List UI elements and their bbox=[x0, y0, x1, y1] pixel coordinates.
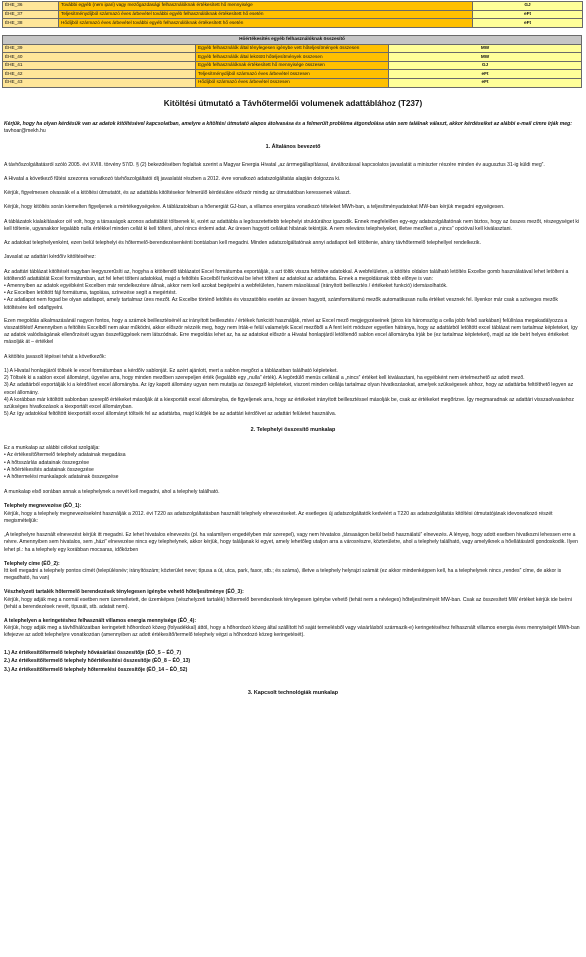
paragraph: Kérjük, hogy adják meg a normál esetben nem üzemeltetett, de üzemképes (vészhelyzeti tartalék) hőtermelő berendezések ténylegesen igénybe vehető (tehát nem a névleges) hőteljesítményét MW-ban. Csak az összesített MW értéket kérjük ide beírni (tehát a berendezések nevét, típusát, stb. adatait nem). bbox=[4, 596, 572, 610]
section-heading-2: 2. Telephelyi összesítő munkalap bbox=[250, 427, 336, 434]
paragraph: Az adattári táblázat kitöltését nagyban leegyszerűsíti az, hogyha a kitöltendő táblázatot Excel formátumba exportálják, s azt töltik vissza feltöltve adatokkal. A webfelületen, a kitöltés oldalon található letöltés Excelbe gomb használatával lehet letölteni a kitöltendő adattáblát Excel formátumban, azt fel lehet tölteni adatokkal, majd a feltöltés Excelből funkcióval be lehet tölteni az adatokat az adattárba. Ennek a megoldásnak több előnye is van: bbox=[4, 268, 569, 282]
code-cell: ÉHE_42 bbox=[3, 70, 196, 79]
field-heading: Telephely címe (ÉÖ_2): bbox=[4, 560, 60, 567]
unit-cell: MW bbox=[389, 53, 582, 62]
table-row bbox=[3, 53, 582, 62]
paragraph: A Hivatal a következő fűtési szezonra vonatkozó távhőszolgáltatói díj javaslatát részben a 2012. évre vonatkozó adatszolgáltatás alapján dolgozza ki. bbox=[4, 175, 341, 182]
paragraph: Kérjük, hogy adják meg a távhőhálózatban keringetett hőhordozó közeg (folyadékkal) áttól, hogy a hőhordozó közeg által szállított hő saját termelésből vagy vásárlásból származik-e) keringetéséhez felhasznált villamos energia éves mennyiségét MWh-ban kifejezve az adott telephelyre vonatkozóan (amennyiben az adott értékesítő/termelő telephely végzi a hőhordozó közeg keringetését). bbox=[4, 625, 580, 639]
table-row bbox=[3, 10, 583, 19]
section-heading-3: 3. Kapcsolt technológiák munkalap bbox=[247, 690, 339, 697]
field-heading: A telephelyen a keringetéshez felhasznált villamos energia mennyisége (ÉÖ_4): bbox=[4, 618, 197, 625]
list-item: • A hőértékesítés adatainak összegzése bbox=[4, 467, 582, 474]
table-row bbox=[3, 19, 583, 28]
unit-cell: GJ bbox=[389, 61, 582, 70]
field-heading: Vészhelyzeti tartalék hőtermelő berendezések ténylegesen igénybe vehető hőteljesítménye (ÉÖ_3): bbox=[4, 589, 244, 596]
list-item: • Az adatlapot nem fogad be olyan adatlapot, amely tartalmaz üres mezőt. Az Excelbe történő letöltés és visszatöltés esetén az üresen hagyott, számformátumú mezők automatikusan nulla értéket vesznek fel. Ilyenkor már csak a szöveges mezők kitöltésére kell odafigyelni. bbox=[4, 297, 582, 311]
paragraph: Kérjük, figyelmesen olvassák el a kitöltési útmutatót, és az adattábla kitöltésekor felmerülő kérdésükre először mindig az útmutatóban keressenek választ. bbox=[4, 190, 351, 197]
list-item: 1.) Az értékesítő/termelő telephely hővásárlási összesítője (ÉÖ_5 – ÉÖ_7) bbox=[4, 649, 182, 656]
step-item: 3) Az adattárból exportálják ki a kérdőívet excel állományba. Az így kapott állomány ugyan nem mutatja az összegző képleteket, viszont minden cellája tartalmaz olyan hivatkozásokat, amelyek szükségesek ahhoz, hogy az adattárba feltölthető legyen az excel állomány. bbox=[4, 382, 574, 396]
summary-header-row bbox=[3, 36, 582, 45]
paragraph: A táblázatok kialakításakor cél volt, hogy a társaságok azonos adattáblát töltsenek ki, ezért az adattábla a legösszetettebb telephelyi struktúrához igazodik. Ennek megfelelően egy-egy adatszolgáltatónak nem biztos, hogy az összes mezőt, részegységet ki kell töltenie, ugyanakkor legalább nulla értékkel minden cellát ki kell tölteni, ahol nincs érdemi adat. Az üresen hagyott cellákat hibának tekintjük. A nem releváns telephelyeket, illetve mezőket a „nincs” opcióval kell kiválasztani. bbox=[4, 218, 580, 232]
contact-email-link[interactable]: tavhoar@mekh.hu bbox=[4, 127, 46, 134]
description-cell: Teljesítménydíjból származó éves árbevétel összesen bbox=[196, 70, 389, 79]
summary-header: Hőértékesítés egyéb felhasználóknak összesítő bbox=[3, 36, 582, 45]
paragraph: A kitöltés javasolt lépései tehát a következők: bbox=[4, 353, 106, 360]
paragraph: „A telephelyre használt elnevezést kérjük itt megadni. Ez lehet hivatalos elnevezés (pl. ha valamilyen engedélyben már szerepel), vagy nem hivatalos „társaságon belül belső használatú” elnevezés. A lényeg, hogy adott esetben hivatkozni lehessen erre a névre. Amennyiben sem hivatalos, sem „házi” elnevezése nincs egy telephelynek, akkor kérjük, hogy találjanak ki egyet, amely lehetőleg utaljon arra a városrészre, közterületre, ahol a telephely található, vagy amelyiknek a hőellátásáról gondoskodik. Ilyen lehet pl.: ha a telephely egy korábban mocsaras, időközben bbox=[4, 532, 578, 553]
paragraph: A távhőszolgáltatásról szóló 2005. évi XVIII. törvény 57/D. § (2) bekezdésében foglaltak szerint a Magyar Energia Hivatal „az árrmegállapítással, árváltozással kapcsolatos javaslatát a miniszter részére minden év augusztus 31-ig küldi meg”. bbox=[4, 161, 545, 168]
description-cell: További egyéb (nem ipari) vagy mezőgazdasági felhasználóknak értékesített hő mennyisége bbox=[59, 2, 473, 11]
step-item: 1) A Hivatal honlapjáról töltsék le excel formátumban a kérdőív sablonját. Ez azért ajánlott, mert a sablon megőrzi a táblázatban található képleteket. bbox=[4, 367, 338, 374]
code-cell: ÉHE_39 bbox=[3, 44, 196, 53]
unit-cell: GJ bbox=[473, 2, 583, 11]
paragraph: Kérjük, hogy kitöltés során kiemelten figyeljenek a mértékegységekre. A táblázatokban a hőenergiát GJ-ban, a villamos energiára vonatkozó tételeket MWh-ban, a teljesítményadatokat MW-ban kérjük megadni egységesen. bbox=[4, 204, 505, 211]
code-cell: ÉHE_37 bbox=[3, 10, 59, 19]
paragraph: Itt kell megadni a telephely pontos címét (településnév; irányítószám; közterület neve; típusa a út, utca, park, fasor, stb.; és száma), illetve a telephely helyrajzi számát (ez akkor mindenképpen kell, ha a telephelynek nincs „rendes” címe, de akkor is megadható, ha van) bbox=[4, 567, 562, 582]
section-heading-1: 1. Általános bevezető bbox=[265, 144, 321, 151]
list-item: 3.) Az értékesítő/termelő telephely hőtermelési összesítője (ÉÖ_14 – ÉÖ_52) bbox=[4, 667, 188, 674]
guide-content bbox=[4, 98, 582, 708]
description-cell: Hődíjból származó éves árbevétel további egyéb felhasználóknak értékesített hő esetén bbox=[59, 19, 473, 28]
table-row bbox=[3, 78, 582, 87]
description-cell: Egyéb felhasználók által ténylegesen igénybe vett hőteljesítmények összesen bbox=[196, 44, 389, 53]
list-item: • Az értékesítő/termelő telephely adatainak megadása bbox=[4, 452, 582, 459]
description-cell: Egyéb felhasználók által lekötött hőteljesítmények összesen bbox=[196, 53, 389, 62]
description-cell: Teljesítménydíjból származó éves árbevétel további egyéb felhasználóknak értékesített hő esetén bbox=[59, 10, 473, 19]
paragraph: Ez a munkalap az alábbi célokat szolgálja: bbox=[4, 445, 100, 452]
table-row bbox=[3, 70, 582, 79]
heat-sales-table-top bbox=[2, 1, 583, 28]
description-cell: Hődíjból származó éves árbevétel összesen bbox=[196, 78, 389, 87]
unit-cell: eFt bbox=[389, 70, 582, 79]
list-item: • Amennyiben az adatok egyébként Excelben már rendelkezésre állnak, akkor nem kell azokat begépelni a webfelületen, hanem másolással (irányított beillesztés / értékeket funkció) idemásolhatók. bbox=[4, 283, 582, 290]
code-cell: ÉHE_40 bbox=[3, 53, 196, 62]
list-item: • Az Excelben letöltött fájl formátuma, tagolása, színezése segít a megértést. bbox=[4, 290, 582, 297]
worksheet-purpose-list bbox=[4, 452, 582, 481]
list-item: 2.) Az értékesítő/termelő telephely hőértékesítési összesítője (ÉÖ_8 – ÉÖ_13) bbox=[4, 658, 191, 665]
list-item: • A hőtsszárlás adatainak összegzése bbox=[4, 460, 582, 467]
unit-cell: MW bbox=[389, 44, 582, 53]
code-cell: ÉHE_36 bbox=[3, 2, 59, 11]
paragraph: Javaslat az adattári kérdőív kitöltéséhez: bbox=[4, 254, 96, 261]
step-item: 2) Töltsék ki a sablon excel állományt, ügyelve arra, hogy minden mezőben szerepeljen érték (legalább egy „nulla” érték). A legördülő menüs cellánál a „nincs” értéket kell kiválasztani, ha egyébként nem értelmezhető az adott mező. bbox=[4, 375, 525, 382]
code-cell: ÉHE_38 bbox=[3, 19, 59, 28]
unit-cell: eFt bbox=[473, 10, 583, 19]
description-cell: Egyéb felhasználóknak értékesített hő mennyisége összesen bbox=[196, 61, 389, 70]
field-heading: Telephely megnevezése (ÉÖ_1): bbox=[4, 503, 82, 510]
paragraph: Az adatokat telephelyenként, ezen belül telephelyi és hőtermelő-berendezésenkénti bontásban kell megadni. Minden adatszolgáltatónak annyi adatlapot kell kitöltenie, ahány távhőtermelő telephellyel rendelkezik. bbox=[4, 240, 481, 247]
unit-cell: eFt bbox=[389, 78, 582, 87]
paragraph: Ezen megoldás alkalmazásánál nagyon fontos, hogy a számok beillesztésénél az irányított beillesztés / értékek funkciót használják, mivel az Excel mező megjegyzéseinek (piros kis háromszög a cella jobb felső sarkában) felülírása megakadályozza a visszatöltést! Amennyiben a feltöltés Excelből nem akar működni, akkor először nézzék meg, hogy nem írták-e felül valamelyik Excel mezőből a A fent leírt módszer egyetlen hátránya, hogy az adattárból letöltött excel táblázat nem tartalmaz képleteket, így az adatok valódiságának ellenőrzését ugyan összefüggések nem látszódnak. Erre megoldás lehet az, ha az adatokat először a Hivatal honlapjáról letöltendő sablon excel állományba írják be (ez tartalmaz képleteket), majd az ide beírt helyes értékeket másolják át – értékkel bbox=[4, 317, 578, 346]
advantages-list bbox=[4, 283, 582, 312]
step-item: 4) A korábban már kitöltött sablonban szereplő értékeket másolják át a kiexportált excel állományba, de figyeljenek arra, hogy az értékeket irányított beillesztéssel másolják be, csak az értékeket megőrizve. Így megmaradnak az adattári visszaolvasáshoz szükséges hivatkozások a kiexportált excel állományban. bbox=[4, 396, 574, 410]
paragraph: Kérjük, hogy a telephely megnevezéseként használják a 2012. évi T220 as adatszolgáltatásban használt telephely elnevezéseket. Az esetleges új adatszolgáltatók kedvéért a T220 as adatszolgáltatás kitöltési útmutatójának idevonatkozó részét megismételjük: bbox=[4, 510, 553, 524]
table-row bbox=[3, 44, 582, 53]
paragraph: A munkalap első sorában annak a telephelynek a nevét kell megadni, ahol a telephely található. bbox=[4, 489, 220, 496]
intro-text: Kérjük, hogy ha olyan kérdésük van az adatok kitöltésével kapcsolatban, amelyre a kitöltési útmutató alapos átolvasása és a felmerült probléma átgondolása után sem találnak választ, akkor kérdéseiket az alábbi e-mail címre írják meg: bbox=[4, 120, 572, 127]
code-cell: ÉHE_43 bbox=[3, 78, 196, 87]
list-item: • A hőtermelési munkalapok adatainak összegzése bbox=[4, 474, 582, 481]
table-row bbox=[3, 61, 582, 70]
page-title: Kitöltési útmutató a Távhőtermelői volumenek adattáblához (T237) bbox=[163, 99, 423, 108]
step-item: 5) Az így adatokkal feltöltött kiexportált excel állományt töltsék fel az adattárba, majd küldjék be az adattári kérdőívet az adattári felületet használva. bbox=[4, 411, 337, 418]
summary-section-list bbox=[4, 650, 582, 675]
table-row bbox=[3, 2, 583, 11]
unit-cell: eFt bbox=[473, 19, 583, 28]
code-cell: ÉHE_41 bbox=[3, 61, 196, 70]
heat-sales-summary-table bbox=[2, 35, 582, 88]
